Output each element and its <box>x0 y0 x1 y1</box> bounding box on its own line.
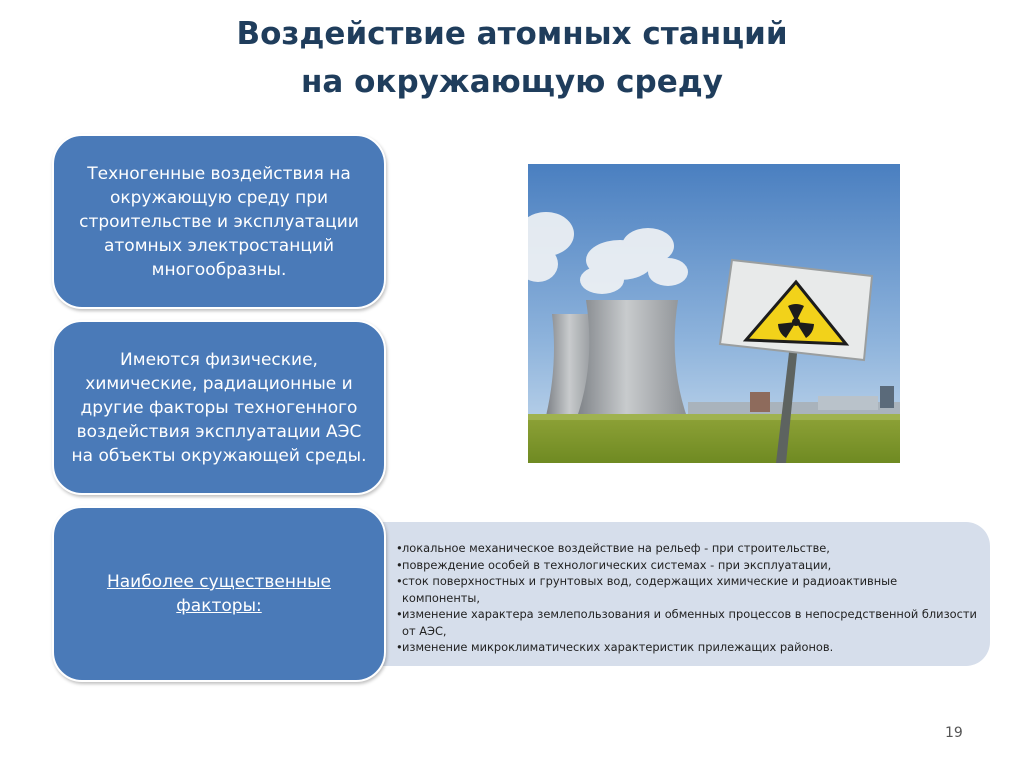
factor-item: • сток поверхностных и грунтовых вод, содержащих химические и радиоактивные компоненты, <box>396 573 978 606</box>
slide-title <box>0 10 1024 106</box>
info-box-technogenic-text: Техногенные воздействия на окружающую среду при строительстве и эксплуатации атомных электростанций многообразны. <box>79 163 359 280</box>
nuclear-plant-photo <box>528 164 900 463</box>
key-factors-link[interactable]: Наиболее существенные факторы: <box>106 572 332 616</box>
factor-item: • локальное механическое воздействие на рельеф - при строительстве, <box>396 540 978 557</box>
info-box-technogenic <box>52 134 386 309</box>
page-number: 19 <box>945 725 963 741</box>
factor-item: • изменение микроклиматических характеристик прилежащих районов. <box>396 639 978 656</box>
title-line-1: Воздействие атомных станций <box>236 16 788 52</box>
factors-list <box>396 540 978 656</box>
factor-item: • изменение характера землепользования и обменных процессов в непосредственной близости от АЭС, <box>396 606 978 639</box>
info-box-factors <box>52 320 386 495</box>
title-line-2: на окружающую среду <box>300 64 723 100</box>
factor-item: • повреждение особей в технологических системах - при эксплуатации, <box>396 557 978 574</box>
info-box-factors-text: Имеются физические, химические, радиационные и другие факторы техногенного воздействия эксплуатации АЭС на объекты окружающей среды. <box>71 349 367 466</box>
factors-list-panel <box>378 522 990 666</box>
info-box-key-factors[interactable] <box>52 506 386 682</box>
